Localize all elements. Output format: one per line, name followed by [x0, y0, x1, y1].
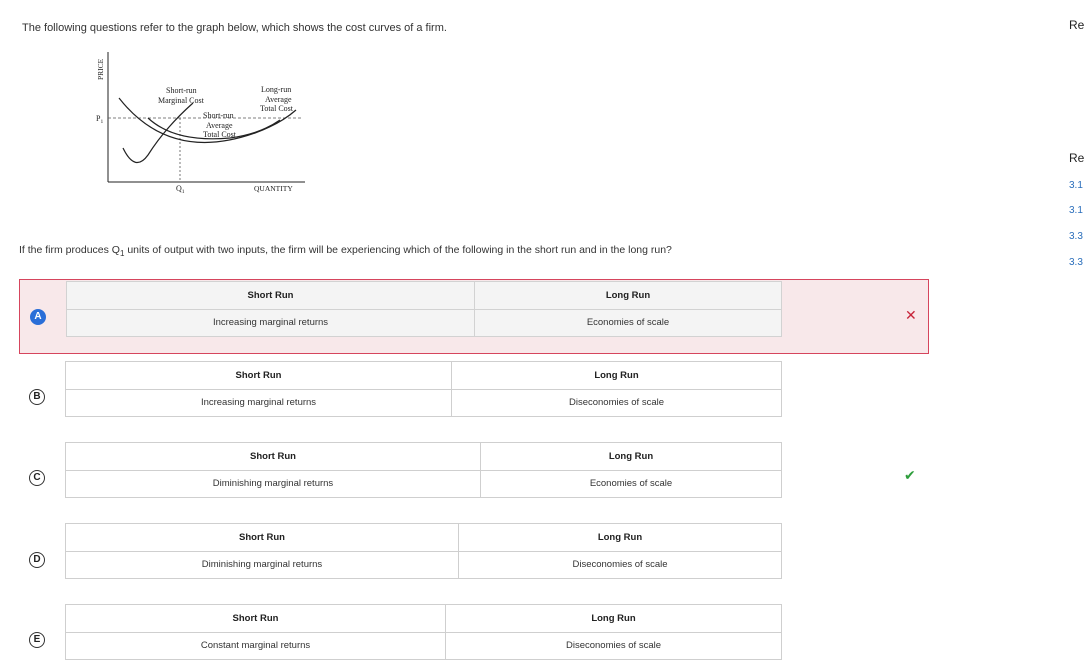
- short-run-value: Diminishing marginal returns: [66, 470, 481, 498]
- choice-table: [65, 523, 782, 579]
- sidebar-link[interactable]: 3.3: [1069, 231, 1083, 242]
- radio-e[interactable]: E: [29, 632, 45, 648]
- long-run-value: Diseconomies of scale: [452, 389, 782, 417]
- long-run-header: Long Run: [452, 362, 782, 390]
- short-run-header: Short Run: [66, 605, 446, 633]
- sratc-label: Short-run: [203, 111, 234, 120]
- intro-text: The following questions refer to the graph below, which shows the cost curves of a firm.: [22, 22, 447, 34]
- answer-choice-e[interactable]: [19, 603, 929, 661]
- radio-d[interactable]: D: [29, 552, 45, 568]
- price-axis-label: PRICE: [96, 58, 105, 80]
- answer-choice-c[interactable]: [19, 441, 929, 499]
- wrong-icon: ✕: [905, 307, 917, 323]
- long-run-value: Economies of scale: [481, 470, 782, 498]
- sratc-label: Total Cost: [203, 130, 236, 139]
- question-text: If the firm produces $Q_1$ units of output with two inputs, the firm will be experiencing which of the following in the short run and in the long run?: [19, 244, 672, 258]
- long-run-header: Long Run: [459, 524, 782, 552]
- srmc-label: Marginal Cost: [158, 96, 204, 105]
- short-run-header: Short Run: [66, 362, 452, 390]
- choice-table: [65, 604, 782, 660]
- cost-curve-graph: [90, 48, 315, 198]
- lratc-label: Average: [265, 95, 292, 104]
- p1-label: $P_1$: [96, 114, 104, 125]
- long-run-header: Long Run: [475, 282, 782, 310]
- answer-choice-d[interactable]: [19, 522, 929, 580]
- short-run-value: Diminishing marginal returns: [66, 551, 459, 579]
- sidebar-heading-mid: Re: [1069, 151, 1084, 165]
- choice-table: [65, 361, 782, 417]
- short-run-header: Short Run: [66, 443, 481, 471]
- choice-table: [65, 442, 782, 498]
- sidebar-heading-top: Re: [1069, 18, 1084, 32]
- srmc-curve: [123, 103, 193, 163]
- radio-b[interactable]: B: [29, 389, 45, 405]
- sidebar-link[interactable]: 3.1: [1069, 180, 1083, 191]
- sratc-label: Average: [206, 121, 233, 130]
- short-run-value: Increasing marginal returns: [67, 309, 475, 337]
- lratc-label: Long-run: [261, 85, 292, 94]
- lratc-label: Total Cost: [260, 104, 293, 113]
- long-run-header: Long Run: [446, 605, 782, 633]
- long-run-value: Diseconomies of scale: [459, 551, 782, 579]
- short-run-value: Increasing marginal returns: [66, 389, 452, 417]
- short-run-value: Constant marginal returns: [66, 632, 446, 660]
- long-run-value: Diseconomies of scale: [446, 632, 782, 660]
- choice-table: [66, 281, 782, 337]
- q1-label: $Q_1$: [176, 184, 185, 195]
- answer-choice-b[interactable]: [19, 360, 929, 418]
- radio-a[interactable]: A: [30, 309, 46, 325]
- sidebar-link[interactable]: 3.1: [1069, 205, 1083, 216]
- sidebar-link[interactable]: 3.3: [1069, 257, 1083, 268]
- srmc-label: Short-run: [166, 86, 197, 95]
- quantity-axis-label: QUANTITY: [254, 184, 293, 193]
- long-run-header: Long Run: [481, 443, 782, 471]
- answer-choice-a[interactable]: [19, 279, 929, 354]
- check-icon: ✔: [904, 467, 916, 483]
- long-run-value: Economies of scale: [475, 309, 782, 337]
- short-run-header: Short Run: [67, 282, 475, 310]
- radio-c[interactable]: C: [29, 470, 45, 486]
- short-run-header: Short Run: [66, 524, 459, 552]
